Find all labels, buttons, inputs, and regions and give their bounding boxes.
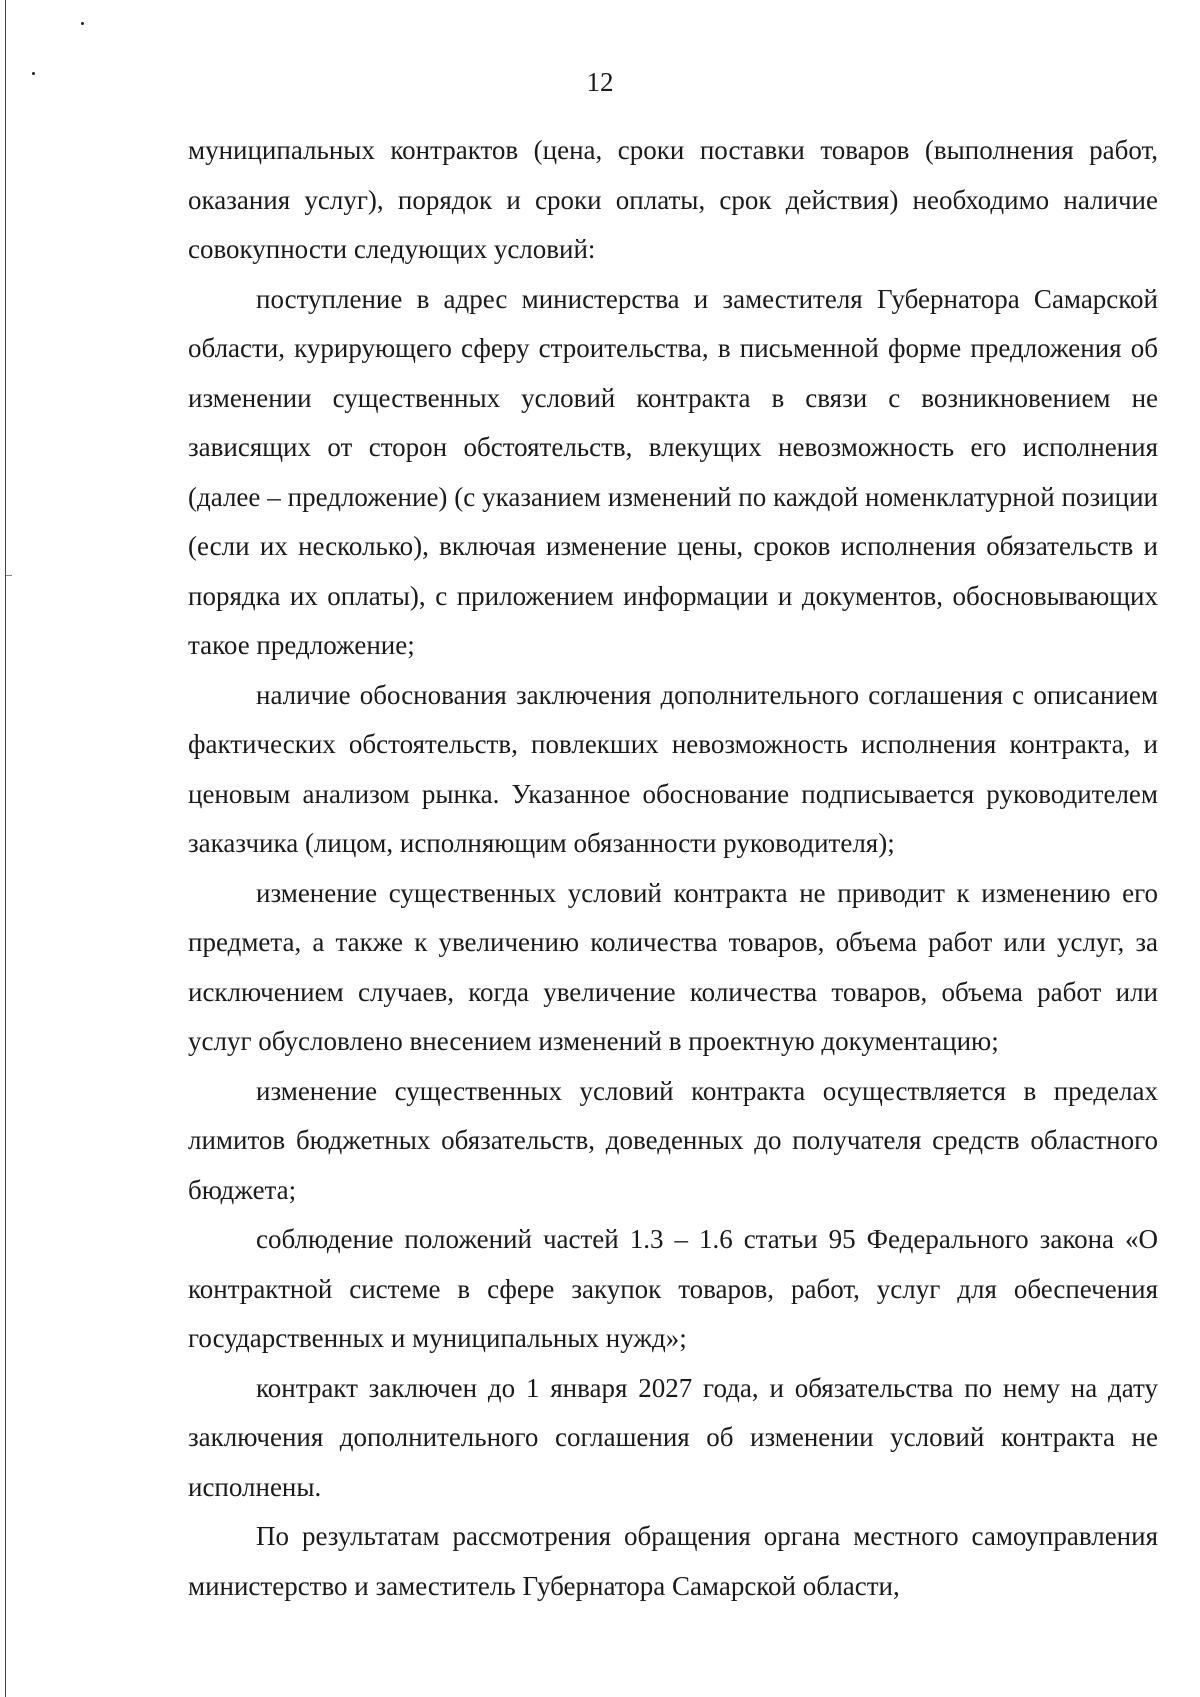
paragraph-condition-law: соблюдение положений частей 1.3 – 1.6 статьи 95 Федерального закона «О контрактной системе в сфере закупок товаров, работ, услуг для обеспечения государственных и муниципальных нужд»;	[188, 1224, 1158, 1353]
paragraph-results: По результатам рассмотрения обращения органа местного самоуправления министерство и заместитель Губернатора Самарской области,	[188, 1521, 1158, 1601]
paragraph-condition-proposal: поступление в адрес министерства и заместителя Губернатора Самарской области, курирующего сферу строительства, в письменной форме предложения об изменении существенных условий контракта в связи с возникновением не зависящих от сторон обстоятельств, влекущих невозможность его исполнения (далее – предложение) (с указанием изменений по каждой номенклатурной позиции (если их несколько), включая изменение цены, сроков исполнения обязательств и порядка их оплаты), с приложением информации и документов, обосновывающих такое предложение;	[188, 283, 1158, 660]
paragraph-condition-justification: наличие обоснования заключения дополнительного соглашения с описанием фактических обстоятельств, повлекших невозможность исполнения контракта, и ценовым анализом рынка. Указанное обоснование подписывается руководителем заказчика (лицом, исполняющим обязанности руководителя);	[188, 679, 1158, 858]
scan-speck	[81, 22, 84, 25]
page-left-edge-line	[5, 0, 6, 1697]
scan-mark	[6, 575, 12, 576]
paragraph-condition-date: контракт заключен до 1 января 2027 года, и обязательства по нему на дату заключения дополнительного соглашения об изменении условий контракта не исполнены.	[188, 1372, 1158, 1502]
paragraph-continuation: муниципальных контрактов (цена, сроки поставки товаров (выполнения работ, оказания услуг), порядок и сроки оплаты, срок действия) необходимо наличие совокупности следующих условий:	[188, 135, 1158, 264]
document-body	[188, 126, 1158, 1611]
paragraph-condition-limits: изменение существенных условий контракта осуществляется в пределах лимитов бюджетных обязательств, доведенных до получателя средств областного бюджета;	[188, 1075, 1158, 1205]
page-number: 12	[586, 67, 614, 97]
paragraph-condition-subject: изменение существенных условий контракта не приводит к изменению его предмета, а также к увеличению количества товаров, объема работ или услуг, за исключением случаев, когда увеличение количества товаров, объема работ или услуг обусловлено внесением изменений в проектную документацию;	[188, 877, 1158, 1056]
